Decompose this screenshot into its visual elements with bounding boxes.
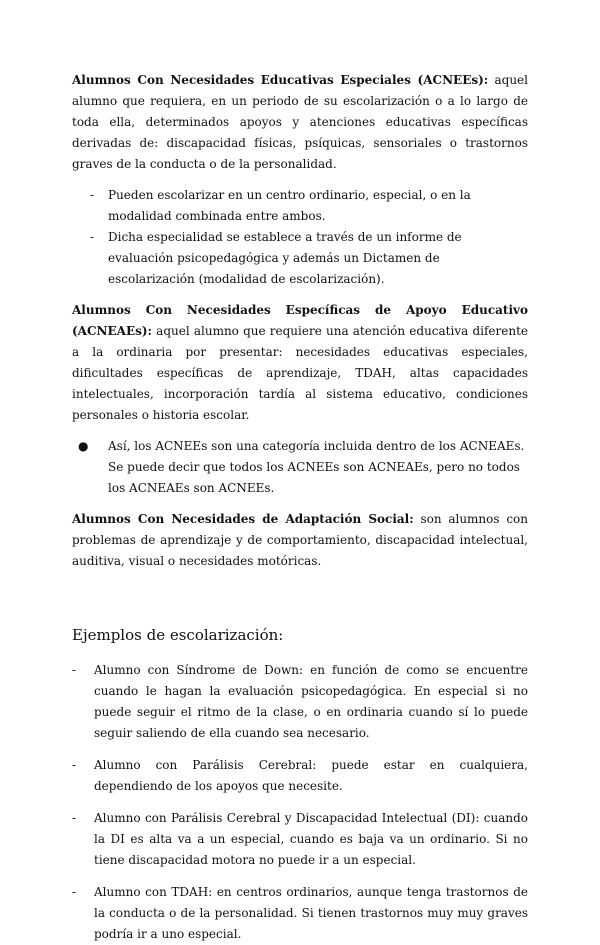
dash-marker: - <box>72 811 77 825</box>
list-item <box>72 436 528 499</box>
example-text: Alumno con TDAH: en centros ordinarios, aunque tenga trastornos de la conducta o de la personalidad. Si tienen trastornos muy muy graves podría ir a uno especial. <box>94 885 528 941</box>
example-item <box>72 755 528 797</box>
list-item-text: Así, los ACNEEs son una categoría incluida dentro de los ACNEAEs. Se puede decir que todos los ACNEEs son ACNEAEs, pero no todos los ACNEAEs son ACNEEs. <box>108 439 525 495</box>
acnee-definition <box>72 70 528 175</box>
social-term: Alumnos Con Necesidades de Adaptación Social: <box>72 512 414 526</box>
acneae-text: aquel alumno que requiere una atención educativa diferente a la ordinaria por presentar: necesidades educativas especiales, dificultades específicas de aprendizaje, TDAH, altas capacidades intelectuales, incorporación tardía al sistema educativo, condiciones personales o historia escolar. <box>72 324 528 422</box>
bullet-dot-icon: ● <box>78 439 89 453</box>
acneae-bullet-list <box>72 436 528 499</box>
example-item <box>72 808 528 871</box>
dash-marker: - <box>90 188 95 202</box>
list-item <box>72 185 528 227</box>
social-text: son alumnos con problemas de aprendizaje y de comportamiento, discapacidad intelectual, auditiva, visual o necesidades motóricas. <box>72 512 528 568</box>
example-item <box>72 882 528 945</box>
social-definition <box>72 509 528 572</box>
example-text: Alumno con Parálisis Cerebral: puede estar en cualquiera, dependiendo de los apoyos que necesite. <box>94 758 528 793</box>
example-text: Alumno con Parálisis Cerebral y Discapacidad Intelectual (DI): cuando la DI es alta va a un especial, cuando es baja va un ordinario. Si no tiene discapacidad motora no puede ir a un especial. <box>94 811 528 867</box>
dash-marker: - <box>72 758 77 772</box>
example-item <box>72 660 528 744</box>
dash-marker: - <box>90 230 95 244</box>
list-item-text: Pueden escolarizar en un centro ordinario, especial, o en la modalidad combinada entre ambos. <box>108 188 471 223</box>
list-item <box>72 227 528 290</box>
acneae-term: Alumnos Con Necesidades Específicas de Apoyo Educativo (ACNEAEs): <box>72 303 528 338</box>
examples-heading: Ejemplos de escolarización: <box>72 626 284 644</box>
dash-marker: - <box>72 885 77 899</box>
acneae-definition <box>72 300 528 426</box>
example-text: Alumno con Síndrome de Down: en función de como se encuentre cuando le hagan la evaluación psicopedagógica. En especial si no puede seguir el ritmo de la clase, o en ordinaria cuando sí lo puede seguir saliendo de ella cuando sea necesario. <box>94 663 528 740</box>
list-item-text: Dicha especialidad se establece a través de un informe de evaluación psicopedagógica y además un Dictamen de escolarización (modalidad de escolarización). <box>108 230 462 286</box>
examples-list <box>72 660 528 945</box>
acnee-term: Alumnos Con Necesidades Educativas Especiales (ACNEEs): <box>72 73 489 87</box>
acnee-text: aquel alumno que requiera, en un periodo de su escolarización o a lo largo de toda ella, determinados apoyos y atenciones educativas específicas derivadas de: discapacidad físicas, psíquicas, sensoriales o trastornos graves de la conducta o de la personalidad. <box>72 73 528 171</box>
dash-marker: - <box>72 663 77 677</box>
acnee-bullet-list <box>72 185 528 290</box>
